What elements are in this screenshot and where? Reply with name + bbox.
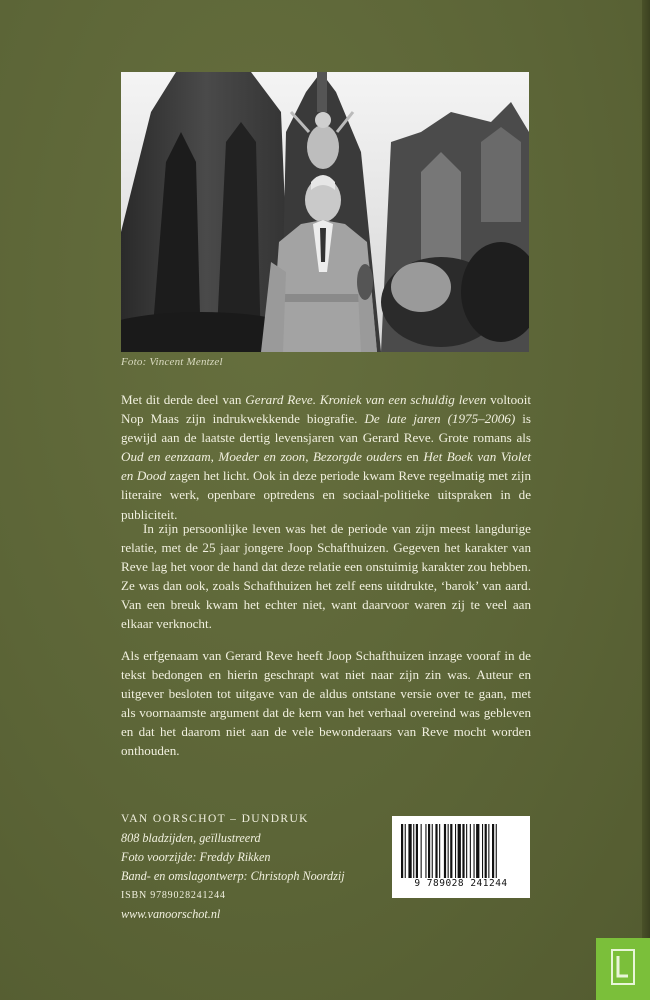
publisher-info xyxy=(121,810,345,924)
barcode-box xyxy=(392,816,530,898)
front-photo-credit: Foto voorzijde: Freddy Rikken xyxy=(121,850,271,864)
barcode-bar xyxy=(401,824,403,878)
barcode-bar xyxy=(474,824,475,878)
barcode-number: 9 789028 241244 xyxy=(414,878,508,889)
publisher-website: www.vanoorschot.nl xyxy=(121,907,221,921)
relationship-paragraph xyxy=(121,519,531,634)
text-run: , xyxy=(305,449,313,465)
relationship-paragraph-text: In zijn persoonlijke leven was het de periode van zijn meest langdurige relatie, met de 25 jaar jongere Joop Schafthuizen. Gegeven het karakter van Reve lag het voor de hand dat deze relatie een onstuimig karakter zou hebben. Ze was dan ook, zoals Schafthuizen het zelf eens uitdrukte, ‘barok’ van aard. Van een breuk kwam het echter niet, want daarvoor waren zij te veel aan elkaar verknocht. xyxy=(121,521,531,632)
italic-title-run: Bezorgde ouders xyxy=(312,449,403,465)
barcode-bar xyxy=(448,824,449,878)
cover-photo xyxy=(121,72,529,352)
barcode-bar xyxy=(462,824,464,878)
intro-paragraph-text xyxy=(121,390,531,524)
italic-title-run: Oud en eenzaam xyxy=(121,449,211,465)
barcode-bar xyxy=(425,824,426,878)
design-credit: Band- en omslagontwerp: Christoph Noordzij xyxy=(121,869,345,883)
barcode-bar xyxy=(421,824,422,878)
barcode-bar xyxy=(432,824,433,878)
text-run: voltooit Nop Maas zijn indrukwekkende biografie. xyxy=(121,392,531,427)
barcode-bar xyxy=(455,824,456,878)
church-photo-illustration xyxy=(121,72,529,352)
barcode-bar xyxy=(439,824,440,878)
barcode-bar xyxy=(476,824,479,878)
lambiek-stamp xyxy=(596,938,650,1000)
italic-title-run: De late jaren (1975–2006) xyxy=(364,411,516,427)
text-run: Met dit derde deel van xyxy=(121,392,246,407)
barcode-bar xyxy=(466,824,467,878)
isbn: ISBN 9789028241244 xyxy=(121,890,226,901)
text-run: is gewijd aan de laatste dertig levensjaren van Gerard Reve. Grote romans als xyxy=(121,411,531,446)
barcode-bar xyxy=(492,824,494,878)
barcode-bar xyxy=(428,824,430,878)
barcode-bar xyxy=(408,824,411,878)
barcode-bar xyxy=(482,824,483,878)
heir-paragraph-text: Als erfgenaam van Gerard Reve heeft Joop Schafthuizen inzage vooraf in de tekst bedongen en hierin geschrapt wat niet naar zijn zin was. Auteur en uitgever besloten tot uitgave van de aldus ontstane versie over te gaan, met als voornaamste argument dat de kern van het verhaal overeind was gebleven en dat het daarom niet aan de vele bewonderaars van Reve mocht worden onthouden. xyxy=(121,648,531,759)
heir-paragraph xyxy=(121,646,531,761)
barcode-bar xyxy=(416,824,418,878)
barcode-bar xyxy=(485,824,487,878)
barcode-bar xyxy=(405,824,406,878)
barcode-bar xyxy=(488,824,489,878)
barcode-bar xyxy=(458,824,461,878)
stamp-logo-icon xyxy=(610,948,636,986)
spine-edge xyxy=(642,0,650,1000)
italic-title-run: Het Boek van Violet en Dood xyxy=(121,449,532,484)
barcode-bar xyxy=(413,824,414,878)
barcode-bar xyxy=(496,824,497,878)
barcode-bar xyxy=(444,824,446,878)
text-run: , xyxy=(210,449,219,465)
photo-credit: Foto: Vincent Mentzel xyxy=(121,356,223,368)
barcode-bar xyxy=(435,824,437,878)
page-count: 808 bladzijden, geïllustreerd xyxy=(121,831,261,845)
intro-paragraph xyxy=(121,390,531,524)
barcode-bar xyxy=(450,824,452,878)
text-run: zagen het licht. Ook in deze periode kwam Reve regelmatig met zijn literaire werk, openbare optredens en sociaal-politieke uitspraken in de publiciteit. xyxy=(121,468,531,522)
italic-title-run: Gerard Reve. Kroniek van een schuldig leven xyxy=(245,392,487,407)
barcode-bars xyxy=(401,824,521,878)
barcode-bar xyxy=(470,824,471,878)
text-run: en xyxy=(402,449,424,465)
italic-title-run: Moeder en zoon xyxy=(218,449,306,465)
publisher-name: VAN OORSCHOT – DUNDRUK xyxy=(121,813,309,825)
